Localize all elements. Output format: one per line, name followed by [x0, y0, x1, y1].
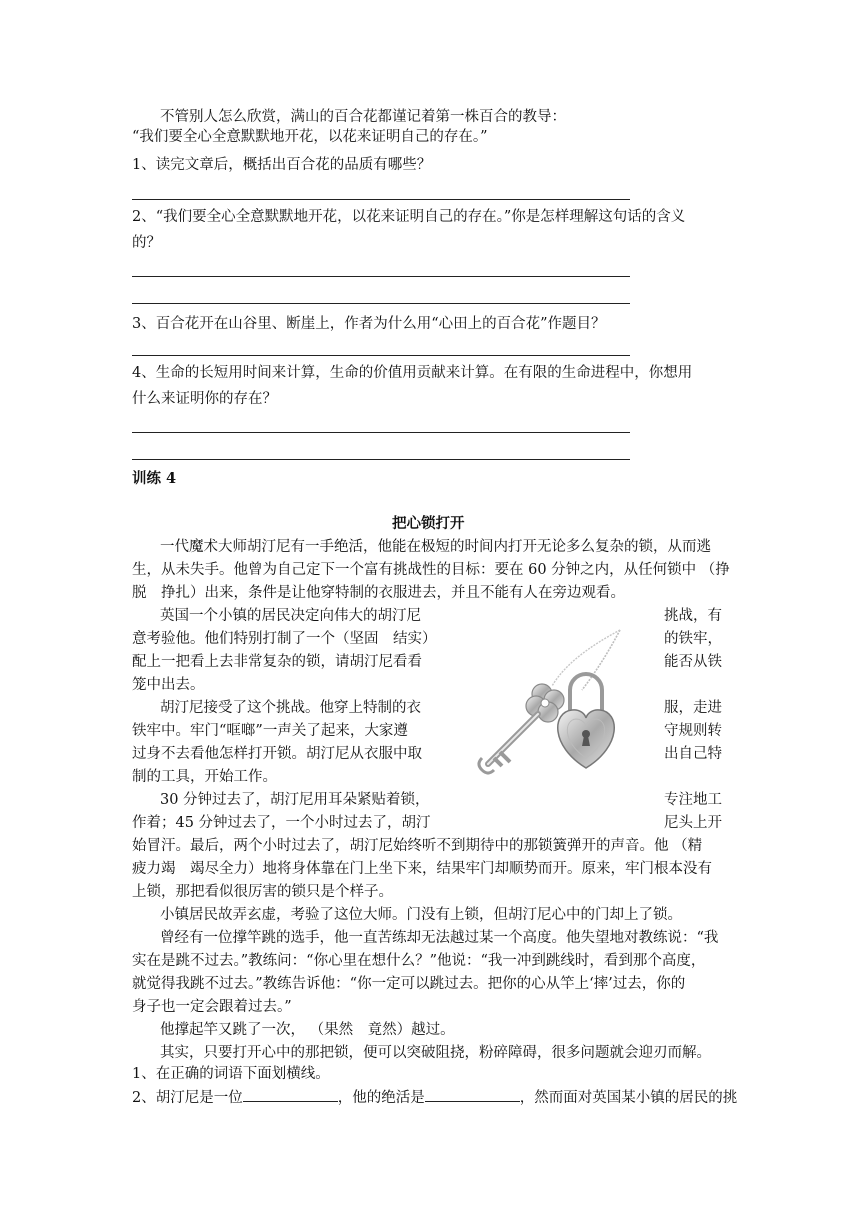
passage-line: 出自己特 [664, 746, 722, 762]
passage-line: “我们要全心全意默默地开花，以花来证明自己的存在。” [132, 129, 488, 145]
passage-line: 上锁，那把看似很厉害的锁只是个样子。 [132, 884, 393, 900]
question-4-cont: 什么来证明你的存在？ [132, 391, 277, 407]
passage-line: 始冒汗。最后，两个小时过去了，胡汀尼始终听不到期待中的那锁簧弹开的声音。他 （精 [132, 838, 703, 854]
question-2: 2、“我们要全心全意默默地开花，以花来证明自己的存在。”你是怎样理解这句话的含义 [132, 209, 686, 225]
passage-line: 服，走进 [664, 700, 722, 716]
passage-line: 笼中出去。 [132, 677, 205, 693]
question-1: 1、在正确的词语下面划横线。 [132, 1066, 330, 1082]
passage-line: 脱 挣扎）出来，条件是让他穿特制的衣服进去，并且不能有人在旁边观看。 [132, 585, 625, 601]
passage-line: 挑战，有 [664, 608, 722, 624]
passage-line: 不管别人怎么欣赏，满山的百合花都谨记着第一株百合的教导： [160, 109, 566, 125]
passage-line: 配上一把看上去非常复杂的锁，请胡汀尼看看 [132, 654, 422, 670]
passage-line: 专注地工 [664, 792, 722, 808]
question-3: 3、百合花开在山谷里、断崖上，作者为什么用“心田上的百合花”作题目？ [132, 316, 606, 332]
answer-line[interactable] [132, 199, 630, 200]
passage-line: 能否从铁 [664, 654, 722, 670]
fill-blank-2[interactable] [425, 1087, 520, 1102]
passage-line: 的铁牢， [664, 631, 722, 647]
passage-line: 胡汀尼接受了这个挑战。他穿上特制的衣 [160, 700, 421, 716]
passage-line: 守规则转 [664, 723, 722, 739]
passage-line: 铁牢中。牢门“哐啷”一声关了起来，大家遵 [132, 723, 408, 739]
passage-line: 身子也一定会跟着过去。” [132, 999, 292, 1015]
question-2-text: ，然而面对英国某小镇的居民的挑 [519, 1090, 738, 1106]
passage-title: 把心锁打开 [392, 516, 465, 532]
question-4: 4、生命的长短用时间来计算，生命的价值用贡献来计算。在有限的生命进程中，你想用 [132, 365, 693, 381]
passage-line: 就觉得我跳不过去。”教练告诉他：“你一定可以跳过去。把你的心从竿上‘摔’过去，你的 [132, 976, 686, 992]
passage-line: 曾经有一位撑竿跳的选手，他一直苦练却无法越过某一个高度。他失望地对教练说：“我 [160, 930, 719, 946]
passage-line: 过身不去看他怎样打开锁。胡汀尼从衣服中取 [132, 746, 422, 762]
question-2-text: ，他的绝活是 [337, 1090, 425, 1106]
passage-line: 其实，只要打开心中的那把锁，便可以突破阻挠，粉碎障碍，很多问题就会迎刃而解。 [160, 1045, 711, 1061]
passage-line: 生，从未失手。他曾为自己定下一个富有挑战性的目标：要在 60 分钟之内，从任何锁中 （挣 [132, 562, 730, 578]
answer-line[interactable] [132, 303, 630, 304]
passage-line: 30 分钟过去了，胡汀尼用耳朵紧贴着锁， [160, 792, 430, 808]
passage-line: 尼头上开 [664, 815, 722, 831]
key-lock-image [470, 628, 630, 778]
question-1: 1、读完文章后，概括出百合花的品质有哪些？ [132, 157, 432, 173]
passage-line: 英国一个小镇的居民决定向伟大的胡汀尼 [160, 608, 421, 624]
passage-line: 一代魔术大师胡汀尼有一手绝活，他能在极短的时间内打开无论多么复杂的锁，从而逃 [160, 539, 711, 555]
question-2-text: 2、胡汀尼是一位 [132, 1090, 243, 1106]
passage-line: 实在是跳不过去。”教练问：“你心里在想什么？”他说：“我一冲到跳线时，看到那个高度， [132, 953, 706, 969]
answer-line[interactable] [132, 276, 630, 277]
passage-line: 小镇居民故弄玄虚，考验了这位大师。门没有上锁，但胡汀尼心中的门却上了锁。 [160, 907, 682, 923]
passage-line: 疲力竭 竭尽全力）地将身体靠在门上坐下来，结果牢门却顺势而开。原来，牢门根本没有 [132, 861, 712, 877]
question-2-cont: 的？ [132, 235, 161, 251]
passage-line: 意考验他。他们特别打制了一个（坚固 结实） [132, 631, 437, 647]
answer-line[interactable] [132, 355, 630, 356]
passage-line: 作着；45 分钟过去了，一个小时过去了，胡汀 [132, 815, 431, 831]
answer-line[interactable] [132, 432, 630, 433]
passage-line: 他撑起竿又跳了一次， （果然 竟然）越过。 [160, 1022, 455, 1038]
question-2 [132, 1087, 737, 1108]
section-heading: 训练 4 [132, 470, 177, 487]
key-and-heart-lock-icon [470, 628, 630, 778]
passage-line: 制的工具，开始工作。 [132, 769, 277, 785]
answer-line[interactable] [132, 459, 630, 460]
fill-blank-1[interactable] [243, 1087, 338, 1102]
